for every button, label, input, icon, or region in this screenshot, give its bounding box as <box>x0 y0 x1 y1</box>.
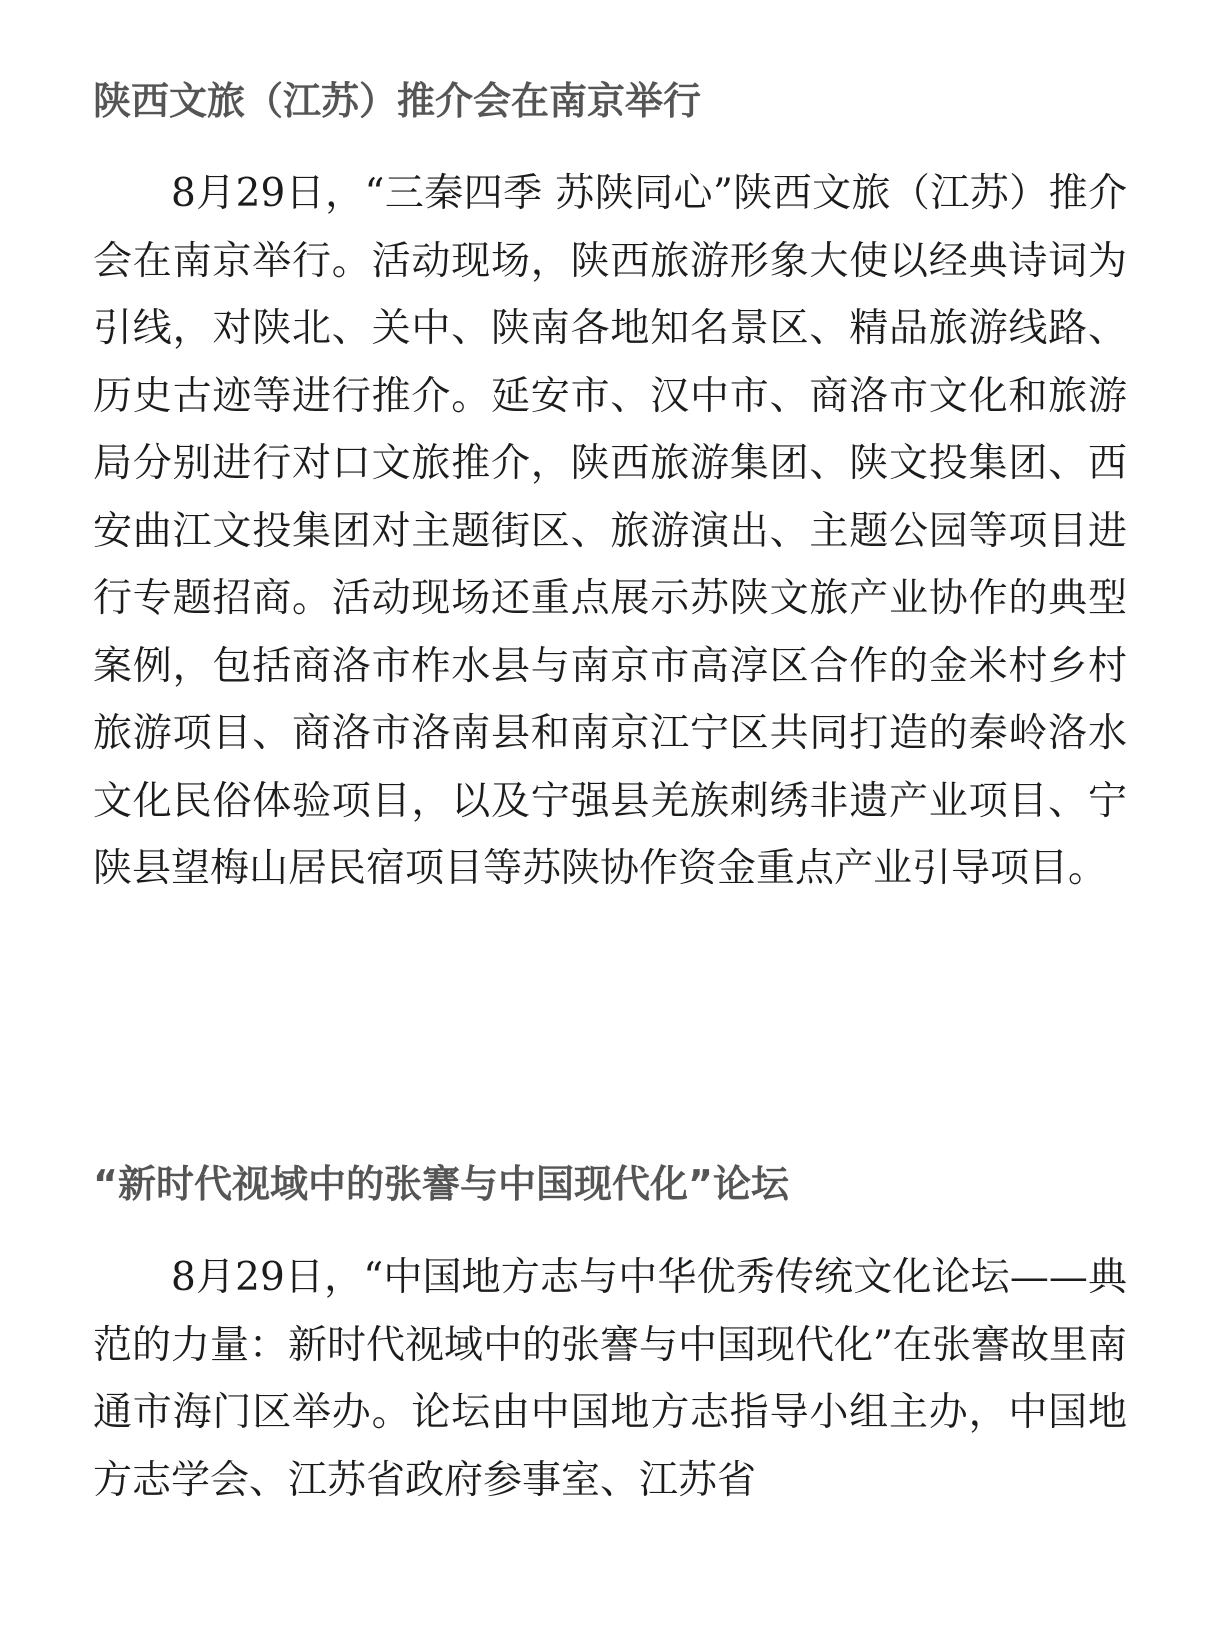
article-title-zhang-jian-forum: “新时代视域中的张謇与中国现代化”论坛 <box>93 1162 789 1206</box>
article-body-zhang-jian-forum: 8月29日，“中国地方志与中华优秀传统文化论坛——典范的力量：新时代视域中的张謇与中国现代化”在张謇故里南通市海门区举办。论坛由中国地方志指导小组主办，中国地方志学会、江苏省政府参事室、江苏省 <box>93 1255 1127 1503</box>
article-body-shaanxi-tourism: 8月29日，“三秦四季 苏陕同心”陕西文旅（江苏）推介会在南京举行。活动现场，陕西旅游形象大使以经典诗词为引线，对陕北、关中、陕南各地知名景区、精品旅游线路、历史古迹等进行推介。延安市、汉中市、商洛市文化和旅游局分别进行对口文旅推介，陕西旅游集团、陕文投集团、西安曲江文投集团对主题街区、旅游演出、主题公园等项目进行专题招商。活动现场还重点展示苏陕文旅产业协作的典型案例，包括商洛市柞水县与南京市高淳区合作的金米村乡村旅游项目、商洛市洛南县和南京江宁区共同打造的秦岭洛水文化民俗体验项目，以及宁强县羌族刺绣非遗产业项目、宁陕县望梅山居民宿项目等苏陕协作资金重点产业引导项目。 <box>93 171 1127 891</box>
article-title-shaanxi-tourism: 陕西文旅（江苏）推介会在南京举行 <box>93 79 702 123</box>
